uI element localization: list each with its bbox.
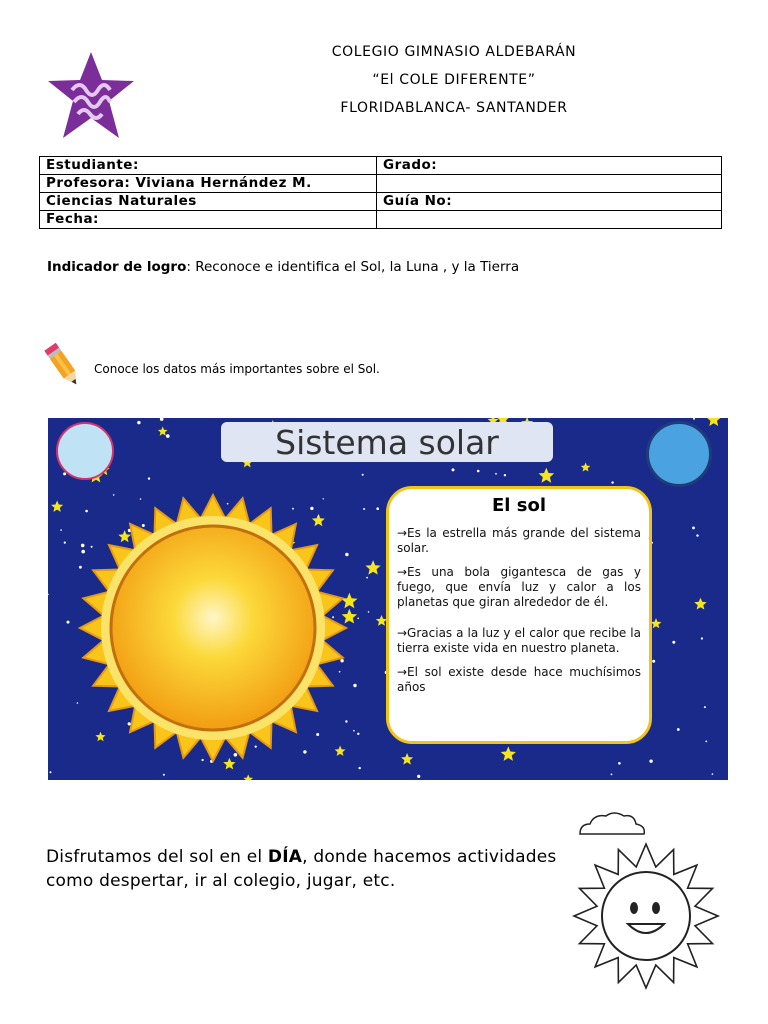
sun-fact: →Es una bola gigantesca de gas y fuego, que envía luz y calor a los planetas que giran alrededor de él.	[397, 565, 641, 609]
empty-cell	[377, 175, 722, 193]
dot-star	[163, 774, 165, 776]
right-badge-logo	[646, 421, 712, 487]
left-badge-logo	[56, 422, 114, 480]
star-icon	[651, 618, 662, 628]
dot-star	[701, 637, 703, 639]
indicator-label: Indicador de logro	[47, 259, 187, 275]
dot-star	[166, 434, 170, 438]
table-row	[40, 211, 722, 229]
dot-star	[712, 773, 714, 775]
card-title: El sol	[492, 495, 546, 516]
dot-star	[672, 641, 675, 644]
indicator-text: Reconoce e identifica el Sol, la Luna , y la Tierra	[190, 259, 520, 275]
dot-star	[148, 477, 150, 479]
pencil-icon	[42, 340, 86, 390]
star-icon	[243, 774, 253, 780]
indicator-separator: :	[186, 259, 191, 275]
dot-star	[363, 508, 365, 510]
star-icon	[365, 560, 380, 575]
student-field[interactable]: Estudiante:	[40, 157, 377, 175]
sun-fact: →Es la estrella más grande del sistema solar.	[397, 526, 641, 555]
day-activities-text	[46, 845, 566, 893]
star-icon	[401, 753, 413, 765]
dot-star	[417, 775, 420, 778]
dot-star	[611, 481, 613, 483]
smiling-sun-drawing	[570, 812, 730, 992]
dot-star	[359, 767, 361, 769]
school-city: FLORIDABLANCA- SANTANDER	[340, 100, 568, 116]
achievement-indicator	[47, 259, 519, 275]
subject-field: Ciencias Naturales	[40, 193, 377, 211]
dot-star	[477, 470, 480, 473]
dot-star	[48, 594, 49, 595]
star-icon	[51, 501, 63, 512]
dot-star	[67, 621, 70, 624]
dot-star	[60, 529, 62, 531]
table-row	[40, 175, 722, 193]
day-text-pre: Disfrutamos del sol en el	[46, 847, 268, 867]
dot-star	[652, 660, 655, 663]
dot-star	[677, 728, 680, 731]
sun-facts-card	[386, 486, 652, 744]
day-text-post: , donde hacemos actividades como despertar, ir al colegio, jugar, etc.	[46, 847, 557, 891]
sun-fact: →El sol existe desde hace muchísimos años	[397, 665, 641, 694]
dot-star	[376, 507, 379, 510]
student-info-table	[39, 156, 722, 229]
star-icon	[539, 468, 555, 483]
sun-illustration	[78, 493, 348, 763]
star-icon	[707, 418, 721, 426]
star-icon	[581, 463, 591, 472]
guide-number-field[interactable]: Guía No:	[377, 193, 722, 211]
solar-system-poster	[48, 418, 728, 780]
dot-star	[696, 534, 698, 536]
table-row	[40, 157, 722, 175]
dot-star	[452, 468, 455, 471]
dot-star	[137, 421, 140, 424]
dot-star	[357, 733, 359, 735]
dot-star	[368, 611, 370, 613]
dot-star	[357, 618, 359, 620]
dot-star	[618, 762, 621, 765]
school-logo	[44, 50, 138, 142]
star-icon	[501, 746, 516, 761]
dot-star	[160, 418, 164, 421]
star-icon	[694, 598, 707, 610]
school-motto: “El COLE DIFERENTE”	[372, 72, 536, 88]
dot-star	[362, 474, 364, 476]
dot-star	[649, 760, 652, 763]
empty-cell	[377, 211, 722, 229]
dot-star	[504, 474, 506, 476]
teacher-field: Profesora: Viviana Hernández M.	[40, 175, 377, 193]
dot-star	[366, 577, 368, 579]
dot-star	[353, 730, 355, 732]
star-icon	[158, 427, 168, 436]
dot-star	[50, 771, 52, 773]
dot-star	[353, 684, 356, 687]
dot-star	[495, 473, 497, 475]
dot-star	[692, 527, 695, 530]
grade-field[interactable]: Grado:	[377, 157, 722, 175]
day-text-bold: DÍA	[267, 847, 303, 867]
dot-star	[704, 706, 706, 708]
task-instruction: Conoce los datos más importantes sobre el Sol.	[94, 362, 380, 376]
dot-star	[611, 774, 613, 776]
table-row	[40, 193, 722, 211]
dot-star	[705, 741, 707, 743]
poster-title: Sistema solar	[221, 422, 553, 462]
dot-star	[693, 418, 695, 420]
date-field[interactable]: Fecha:	[40, 211, 377, 229]
sun-fact: →Gracias a la luz y el calor que recibe la tierra existe vida en nuestro planeta.	[397, 626, 641, 655]
dot-star	[64, 542, 66, 544]
school-name: COLEGIO GIMNASIO ALDEBARÁN	[331, 44, 577, 60]
